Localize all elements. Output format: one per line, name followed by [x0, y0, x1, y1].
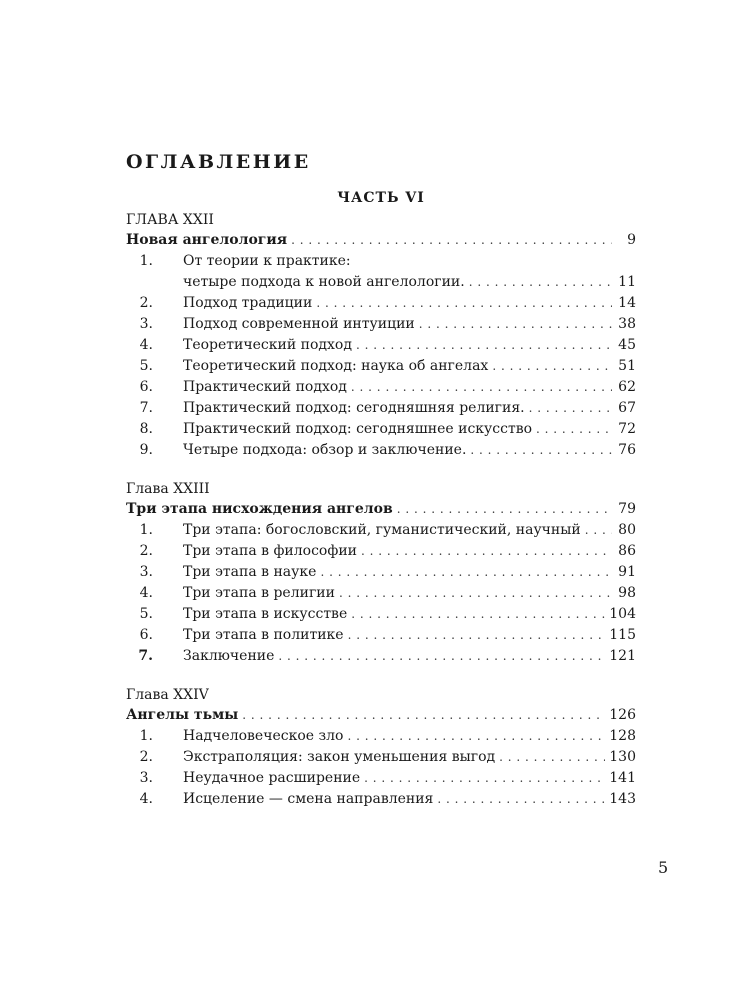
dot-leader: [316, 293, 612, 314]
entry-page-number: 115: [609, 627, 636, 643]
part-title: ЧАСТЬ VI: [337, 190, 425, 206]
entry-page-number: 143: [609, 791, 636, 807]
toc-entry[interactable]: [126, 356, 636, 377]
chapter-title: Новая ангелология: [126, 232, 288, 248]
dot-leader: [397, 499, 612, 520]
toc-entry[interactable]: [126, 625, 636, 646]
entry-number: 2.: [139, 295, 153, 311]
toc-entry[interactable]: [126, 562, 636, 583]
entry-page-number: 98: [618, 585, 636, 601]
entry-title: Практический подход: сегодняшнее искусство: [183, 421, 533, 437]
entry-title: Три этапа в религии: [183, 585, 335, 601]
dot-leader: [364, 768, 605, 789]
entry-number: 7.: [138, 648, 153, 664]
entry-number: 5.: [139, 358, 153, 374]
entry-number: 6.: [139, 627, 153, 643]
entry-number: 4.: [139, 791, 153, 807]
entry-title: Три этапа в науке: [183, 564, 317, 580]
dot-leader: [291, 230, 612, 251]
entry-title: Экстраполяция: закон уменьшения выгод: [183, 749, 496, 765]
dot-leader: [419, 314, 612, 335]
toc-chapter: [126, 479, 636, 667]
table-of-contents: [126, 210, 636, 810]
dot-leader: [470, 440, 612, 461]
entry-title-line: От теории к практике:: [183, 253, 351, 269]
page-number: 5: [658, 858, 669, 877]
entry-page-number: 104: [609, 606, 636, 622]
entry-number: 3.: [139, 316, 153, 332]
entry-number: 5.: [139, 606, 153, 622]
dot-leader: [339, 583, 612, 604]
entry-number: 9.: [139, 442, 153, 458]
toc-chapter: [126, 685, 636, 810]
toc-entry[interactable]: [126, 541, 636, 562]
dot-leader: [529, 398, 612, 419]
dot-leader: [356, 335, 612, 356]
chapter-title-row[interactable]: [126, 230, 636, 251]
dot-leader: [351, 604, 605, 625]
entry-title: Заключение: [183, 648, 275, 664]
entry-page-number: 51: [618, 358, 636, 374]
entry-number: 4.: [139, 337, 153, 353]
toc-entry[interactable]: [126, 726, 636, 747]
entry-number: 1.: [139, 522, 153, 538]
entry-number: 8.: [139, 421, 153, 437]
dot-leader: [348, 625, 606, 646]
entry-number: 2.: [139, 543, 153, 559]
dot-leader: [278, 646, 605, 667]
dot-leader: [492, 356, 612, 377]
entry-title: Надчеловеческое зло: [183, 728, 344, 744]
dot-leader: [320, 562, 612, 583]
entry-title: Теоретический подход: [183, 337, 352, 353]
entry-number: 3.: [139, 564, 153, 580]
entry-number: 4.: [139, 585, 153, 601]
entry-number: 6.: [139, 379, 153, 395]
entry-title: Четыре подхода: обзор и заключение.: [183, 442, 467, 458]
chapter-title-row[interactable]: [126, 705, 636, 726]
entry-page-number: 14: [618, 295, 636, 311]
entry-page-number: 130: [609, 749, 636, 765]
entry-title: Неудачное расширение: [183, 770, 361, 786]
entry-page-number: 62: [618, 379, 636, 395]
entry-title: Три этапа в философии: [183, 543, 357, 559]
toc-entry[interactable]: [126, 604, 636, 625]
toc-chapter: [126, 210, 636, 461]
toc-entry[interactable]: [126, 419, 636, 440]
chapter-title: Три этапа нисхождения ангелов: [126, 501, 393, 517]
entry-title: Практический подход: сегодняшняя религия.: [183, 400, 525, 416]
chapter-label: Глава XXIII: [126, 481, 210, 497]
toc-entry[interactable]: [126, 314, 636, 335]
chapter-page-number: 9: [627, 232, 636, 248]
entry-page-number: 38: [618, 316, 636, 332]
toc-entry[interactable]: [126, 293, 636, 314]
entry-title: Практический подход: [183, 379, 347, 395]
entry-number: 3.: [139, 770, 153, 786]
entry-number: 7.: [139, 400, 153, 416]
toc-entry[interactable]: [126, 747, 636, 768]
entry-page-number: 128: [609, 728, 636, 744]
entry-page-number: 80: [618, 522, 636, 538]
toc-entry[interactable]: [126, 272, 636, 293]
entry-page-number: 76: [618, 442, 636, 458]
chapter-page-number: 79: [618, 501, 636, 517]
toc-entry[interactable]: [126, 583, 636, 604]
entry-page-number: 67: [618, 400, 636, 416]
toc-entry[interactable]: [126, 768, 636, 789]
chapter-title-row[interactable]: [126, 499, 636, 520]
toc-entry[interactable]: [126, 789, 636, 810]
toc-title: ОГЛАВЛЕНИЕ: [126, 151, 311, 173]
toc-entry[interactable]: [126, 377, 636, 398]
toc-entry[interactable]: [126, 335, 636, 356]
entry-page-number: 141: [609, 770, 636, 786]
entry-title: Три этапа в искусстве: [183, 606, 348, 622]
entry-number: 1.: [139, 728, 153, 744]
toc-entry[interactable]: [126, 520, 636, 541]
entry-page-number: 45: [618, 337, 636, 353]
entry-title: Исцеление — смена направления: [183, 791, 434, 807]
dot-leader: [585, 520, 612, 541]
chapter-label: Глава XXIV: [126, 687, 209, 703]
entry-page-number: 11: [618, 274, 636, 290]
entry-title: Подход современной интуиции: [183, 316, 415, 332]
entry-title: Три этапа в политике: [183, 627, 344, 643]
toc-entry[interactable]: [126, 440, 636, 461]
toc-entry-first-line[interactable]: [126, 251, 636, 272]
dot-leader: [499, 747, 605, 768]
dot-leader: [469, 272, 612, 293]
entry-page-number: 91: [618, 564, 636, 580]
dot-leader: [242, 705, 605, 726]
entry-title: четыре подхода к новой ангелологии.: [183, 274, 465, 290]
entry-title: Три этапа: богословский, гуманистический, научный: [183, 522, 581, 538]
toc-entry[interactable]: [126, 398, 636, 419]
dot-leader: [437, 789, 605, 810]
entry-page-number: 72: [618, 421, 636, 437]
entry-title: Подход традиции: [183, 295, 313, 311]
entry-number: 2.: [139, 749, 153, 765]
dot-leader: [347, 726, 605, 747]
dot-leader: [536, 419, 612, 440]
entry-title: Теоретический подход: наука об ангелах: [183, 358, 489, 374]
dot-leader: [351, 377, 612, 398]
chapter-title: Ангелы тьмы: [126, 707, 239, 723]
toc-entry[interactable]: [126, 646, 636, 667]
entry-number: 1.: [139, 253, 153, 269]
chapter-page-number: 126: [609, 707, 636, 723]
chapter-label: ГЛАВА XXII: [126, 212, 214, 228]
dot-leader: [361, 541, 612, 562]
entry-page-number: 86: [618, 543, 636, 559]
entry-page-number: 121: [609, 648, 636, 664]
